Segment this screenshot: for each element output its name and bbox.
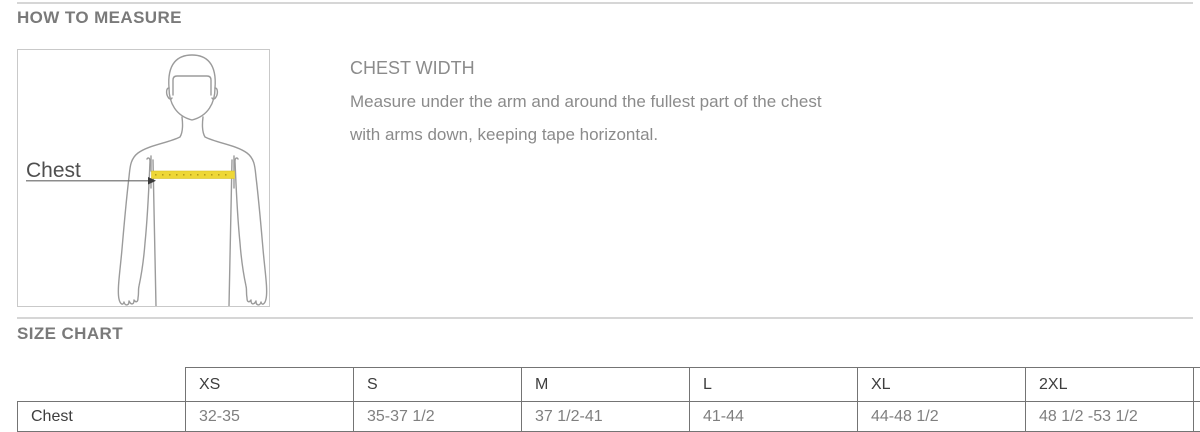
size-column-header-xs: XS — [186, 368, 354, 402]
size-chart-divider — [17, 317, 1193, 319]
figure-right-arm — [202, 117, 266, 305]
measure-description-line-2: with arms down, keeping tape horizontal. — [350, 125, 659, 144]
figure-left-arm — [118, 117, 182, 305]
measurement-figure-box — [17, 49, 270, 307]
body-figure-illustration — [18, 50, 269, 306]
size-column-header-s: S — [354, 368, 522, 402]
size-chart-chest-row — [18, 402, 1200, 432]
size-row-label-chest: Chest — [18, 402, 186, 432]
size-value-l: 41-44 — [690, 402, 858, 432]
figure-right-torso-side — [229, 160, 232, 306]
figure-hairline — [173, 76, 211, 95]
figure-face — [169, 88, 215, 120]
size-chart-table-wrap — [17, 367, 1200, 432]
size-value-xl: 44-48 1/2 — [858, 402, 1026, 432]
size-chart-corner-cell — [18, 368, 186, 402]
size-column-header-m: M — [522, 368, 690, 402]
size-column-header-xl: XL — [858, 368, 1026, 402]
size-column-header-l: L — [690, 368, 858, 402]
measuring-tape — [152, 171, 235, 179]
size-chart-header-row — [18, 368, 1200, 402]
figure-hair — [169, 55, 215, 88]
size-value-2xl: 48 1/2 -53 1/2 — [1026, 402, 1194, 432]
size-column-header-clipped — [1194, 368, 1200, 402]
size-chart-heading: SIZE CHART — [17, 324, 123, 343]
size-chart-table — [17, 367, 1200, 432]
how-to-measure-heading: HOW TO MEASURE — [17, 8, 182, 27]
measure-description-line-1: Measure under the arm and around the fullest part of the chest — [350, 92, 822, 111]
top-divider — [17, 2, 1193, 4]
chest-width-title: CHEST WIDTH — [350, 58, 475, 78]
size-value-clipped — [1194, 402, 1200, 432]
size-value-m: 37 1/2-41 — [522, 402, 690, 432]
figure-chest-label: Chest — [26, 159, 81, 182]
size-value-s: 35-37 1/2 — [354, 402, 522, 432]
size-value-xs: 32-35 — [186, 402, 354, 432]
size-column-header-2xl: 2XL — [1026, 368, 1194, 402]
